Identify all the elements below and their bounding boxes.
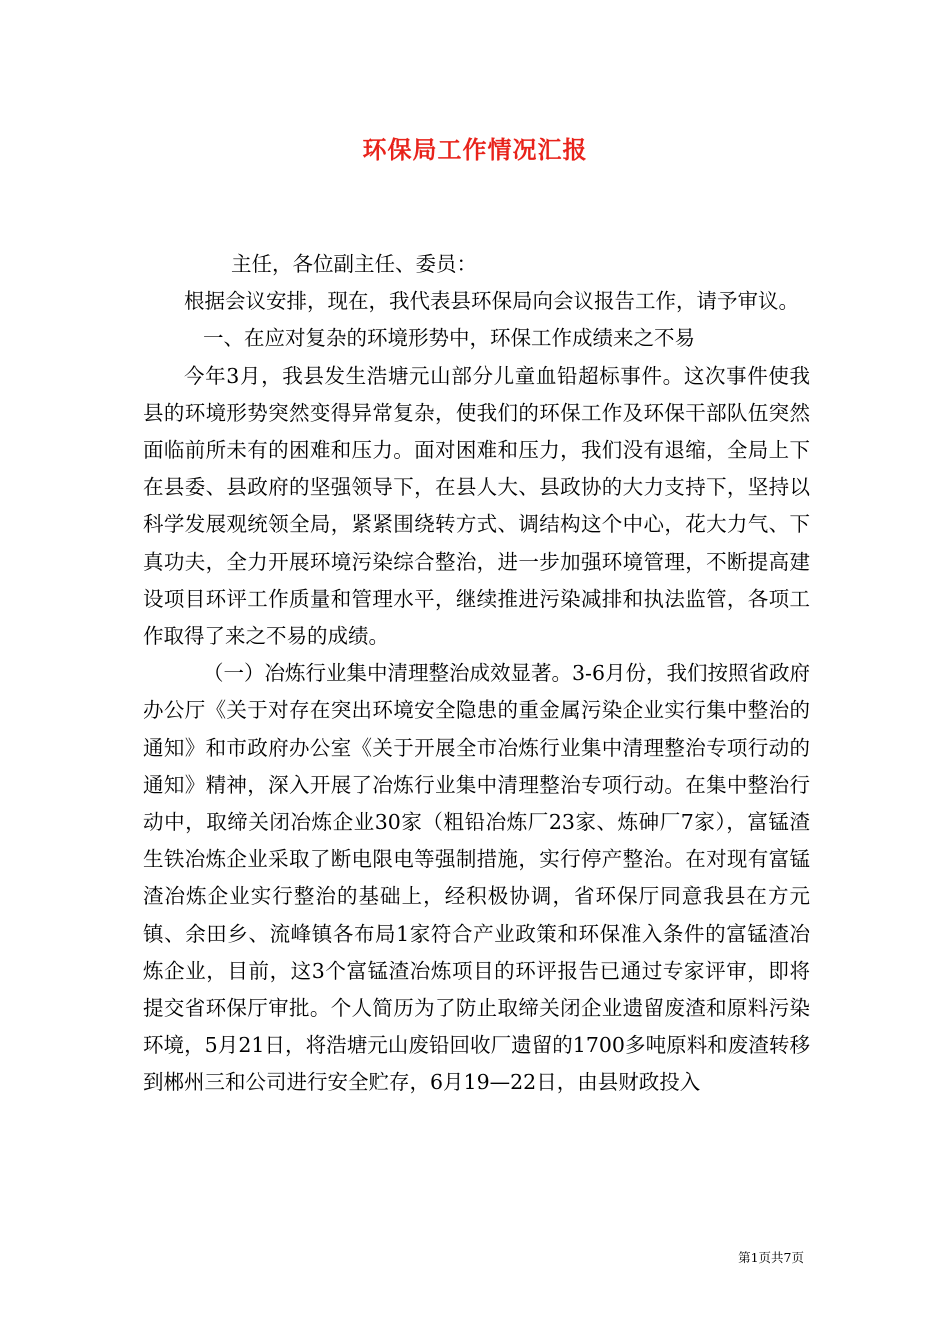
section-heading-1: 一、在应对复杂的环境形势中，环保工作成绩来之不易 — [203, 326, 695, 351]
paragraph-section-1: 今年3月，我县发生浩塘元山部分儿童血铅超标事件。这次事件使我县的环境形势突然变得异常复杂，使我们的环保工作及环保干部队伍突然面临前所未有的困难和压力。面对困难和压力，我们没有退缩，全局上下在县委、县政府的坚强领导下，在县人大、县政协的大力支持下，坚持以科学发展观统领全局，紧紧围绕转方式、调结构这个中心，花大力气、下真功夫，全力开展环境污染综合整治，进一步加强环境管理，不断提高建设项目环评工作质量和管理水平，继续推进污染减排和执法监管，各项工作取得了来之不易的成绩。 — [143, 363, 810, 649]
page-number: 第1页共7页 — [738, 1250, 804, 1265]
salutation: 主任，各位副主任、委员： — [231, 252, 477, 276]
document-body — [143, 246, 810, 1102]
document-title: 环保局工作情况汇报 — [362, 136, 588, 164]
paragraph-intro: 根据会议安排，现在，我代表县环保局向会议报告工作，请予审议。 — [184, 289, 799, 314]
paragraph-subsection-1: （一）冶炼行业集中清理整治成效显著。3-6月份，我们按照省政府办公厅《关于对存在突出环境安全隐患的重金属污染企业实行集中整治的通知》和市政府办公室《关于开展全市冶炼行业集中清理整治专项行动的通知》精神，深入开展了冶炼行业集中清理整治专项行动。在集中整治行动中，取缔关闭冶炼企业30家（粗铅冶炼厂23家、炼砷厂7家），富锰渣生铁冶炼企业采取了断电限电等强制措施，实行停产整治。在对现有富锰渣冶炼企业实行整治的基础上，经积极协调，省环保厅同意我县在方元镇、余田乡、流峰镇各布局1家符合产业政策和环保准入条件的富锰渣冶炼企业，目前，这3个富锰渣冶炼项目的环评报告已通过专家评审，即将提交省环保厅审批。个人简历为了防止取缔关闭企业遗留废渣和原料污染环境，5月21日，将浩塘元山废铅回收厂遗留的1700多吨原料和废渣转移到郴州三和公司进行安全贮存，6月19—22日，由县财政投入 — [143, 661, 811, 1095]
